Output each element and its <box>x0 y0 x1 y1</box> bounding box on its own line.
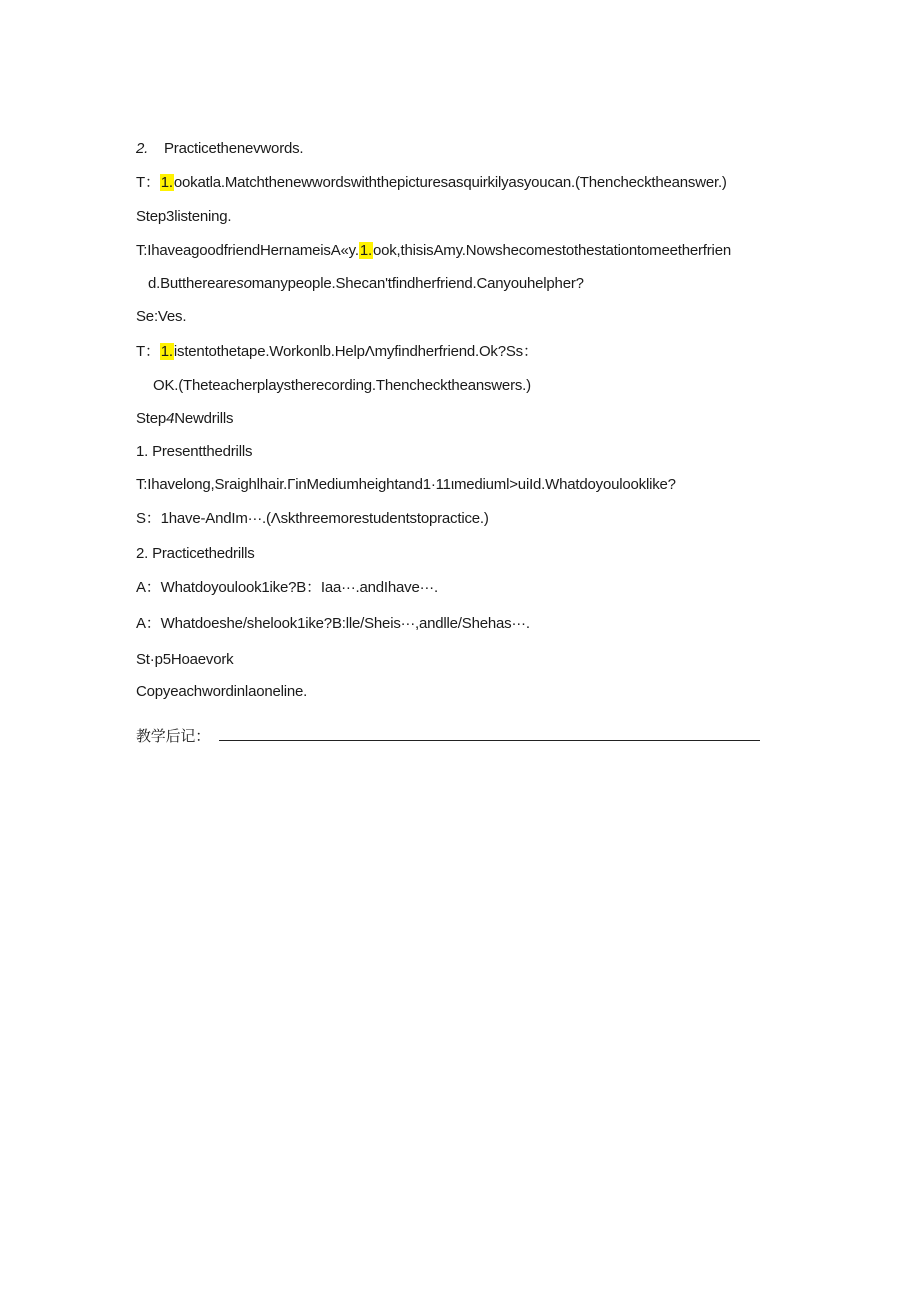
line-text-pre: d.Butthereare <box>148 275 237 292</box>
highlighted-text: 1. <box>160 174 173 191</box>
teacher-intro-line <box>136 241 731 261</box>
students-reply-line: Se:Ves. <box>136 308 187 325</box>
line-text: Newdrills <box>174 410 234 427</box>
homework-line: Copyeachwordinlaoneline. <box>136 683 308 700</box>
line-text: ookatla.Matchthenewwordswiththepicturesasquirkilyasyoucan.(Thenchecktheanswer.) <box>173 174 727 191</box>
highlighted-text: 1. <box>359 242 372 259</box>
item-text: Practicethenevwords. <box>164 140 304 157</box>
italic-text: so <box>236 275 252 292</box>
student-answer-line: S：1have-AndΙm···.(Λskthreemorestudentstopractice.) <box>136 510 489 527</box>
match-words-line <box>136 173 727 193</box>
highlighted-text: 1. <box>160 343 173 360</box>
practice-new-words-line <box>136 139 303 159</box>
dialogue-line-1: A：Whatdoyoulook1ike?B：Iaa···.andIhave···. <box>136 579 438 596</box>
dialogue-line-2: A：Whatdoeshe/shelook1ike?B:lle/Sheis···,andlle/Shehas···. <box>136 615 530 632</box>
step3-heading: Step3listening. <box>136 208 232 225</box>
speaker-label: T： <box>136 174 160 191</box>
speaker-label: T： <box>136 343 160 360</box>
step4-heading <box>136 409 233 429</box>
recording-line: OK.(Theteacherplaystherecording.Thenchecktheanswers.) <box>153 377 531 394</box>
teaching-notes-label: 教学后记： <box>136 727 211 745</box>
italic-text: 4 <box>166 410 175 427</box>
line-text: manypeople.Shecan'tfindherfriend.Canyouhelpher? <box>251 275 584 292</box>
practice-drills-line: 2. Practicethedrills <box>136 545 255 562</box>
listen-tape-line <box>136 342 538 362</box>
line-text: ook,thisisAmy.Nowshecomestothestationtomeetherfrien <box>372 242 731 259</box>
line-text: istentothetape.Workonlb.HelpΛmyfindherfriend.Ok?Ss： <box>173 343 538 360</box>
line-text-pre: Step <box>136 410 167 427</box>
teacher-intro-continued-line <box>148 274 584 294</box>
line-text-pre: T:IhaveagoodfriendHernameisA«y. <box>136 242 359 259</box>
present-drills-line: 1. Presentthedrills <box>136 443 253 460</box>
item-number: 2. <box>136 140 149 157</box>
teacher-describe-line: T:Ihavelong,Sraighlhair.ΓinMediumheightand1·11ιmediuml>uiId.Whatdoyoulooklike? <box>136 476 676 493</box>
step5-heading: St·p5Hoaevork <box>136 651 234 668</box>
teaching-notes-underline <box>219 740 760 741</box>
